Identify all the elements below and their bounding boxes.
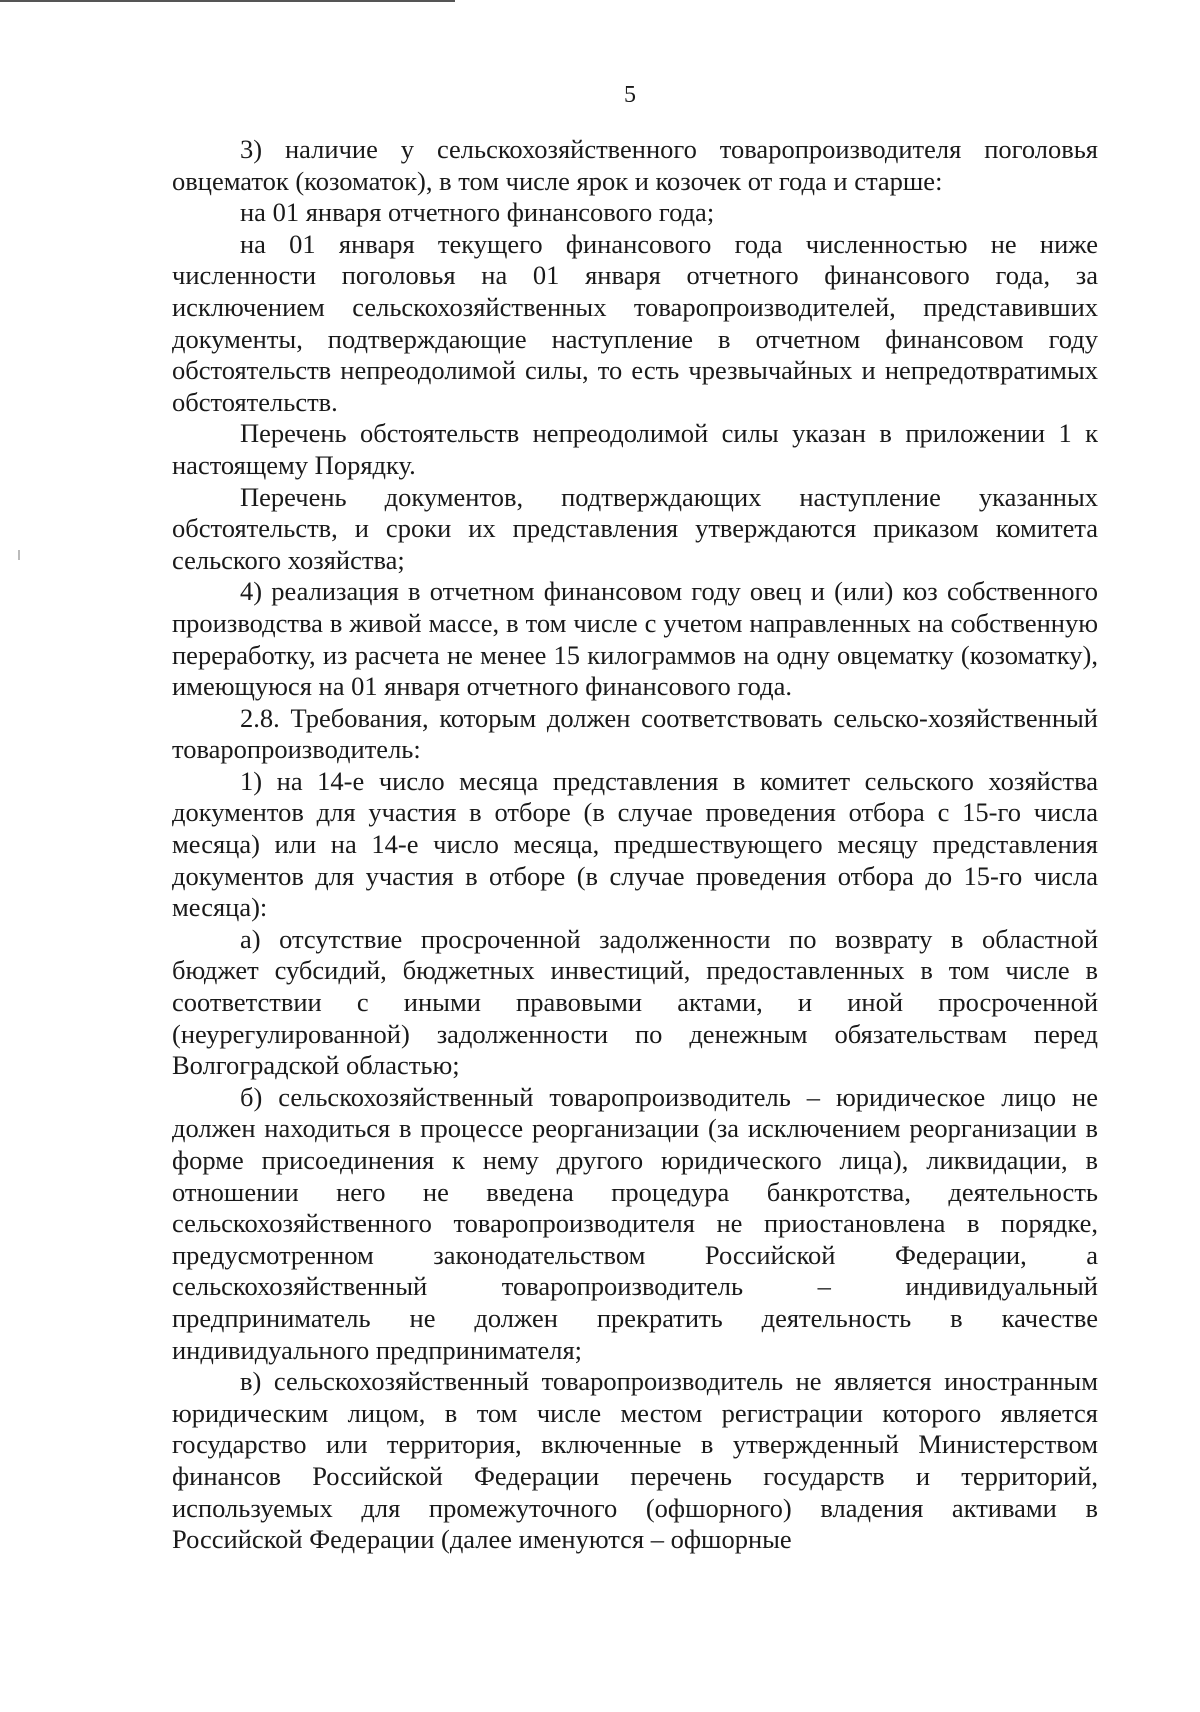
scan-artifact — [18, 550, 20, 560]
paragraph-jan-reporting: на 01 января отчетного финансового года; — [240, 197, 715, 228]
document-body — [172, 134, 1098, 1556]
paragraph-jan-current: на 01 января текущего финансового года численностью не ниже численности поголовья на 01 января отчетного финансового года, за исключением сельскохозяйственных товаропроизводителей, представивших документы, подтверждающие наступление в отчетном финансовом году обстоятельств непреодолимой силы, то есть чрезвычайных и непредотвратимых обстоятельств. — [172, 228, 1098, 417]
paragraph-requirement-v: в) сельскохозяйственный товаропроизводитель не является иностранным юридическим лицом, в том числе местом регистрации которого является государство или территория, включенные в утвержденный Министерством финансов Российской Федерации перечень государств и территорий, используемых для промежуточного (офшорного) владения активами в Российской Федерации (далее именуются – офшорные — [172, 1366, 1098, 1555]
paragraph-item-3: 3) наличие у сельскохозяйственного товаропроизводителя поголовья овцематок (козоматок), в том числе ярок и козочек от года и старше: — [172, 134, 1098, 196]
paragraph-requirement-a: а) отсутствие просроченной задолженности по возврату в областной бюджет субсидий, бюджетных инвестиций, предоставленных в том числе в соответствии с иными правовыми актами, и иной просроченной (неурегулированной) задолженности по денежным обязательствам перед Волгоградской областью; — [172, 923, 1098, 1081]
top-rule — [0, 0, 455, 2]
page-number: 5 — [624, 82, 636, 108]
paragraph-requirement-1: 1) на 14-е число месяца представления в комитет сельского хозяйства документов для участия в отборе (в случае проведения отбора с 15-го числа месяца) или на 14-е число месяца, предшествующего месяцу представления документов для участия в отборе (в случае проведения отбора до 15-го числа месяца): — [172, 765, 1098, 923]
paragraph-requirement-b: б) сельскохозяйственный товаропроизводитель – юридическое лицо не должен находиться в процессе реорганизации (за исключением реорганизации в форме присоединения к нему другого юридического лица), ликвидации, в отношении него не введена процедура банкротства, деятельность сельскохозяйственного товаропроизводителя не приостановлена в порядке, предусмотренном законодательством Российской Федерации, а сельскохозяйственный товаропроизводитель – индивидуальный предприниматель не должен прекратить деятельность в качестве индивидуального предпринимателя; — [172, 1081, 1098, 1365]
paragraph-section-2-8: 2.8. Требования, которым должен соответствовать сельско-хозяйственный товаропроизводитель: — [172, 702, 1098, 765]
paragraph-force-majeure-list: Перечень обстоятельств непреодолимой силы указан в приложении 1 к настоящему Порядку. — [172, 418, 1098, 480]
paragraph-documents-list: Перечень документов, подтверждающих наступление указанных обстоятельств, и сроки их представления утверждаются приказом комитета сельского хозяйства; — [172, 481, 1098, 575]
paragraph-item-4: 4) реализация в отчетном финансовом году овец и (или) коз собственного производства в живой массе, в том числе с учетом направленных на собственную переработку, из расчета не менее 15 килограммов на одну овцематку (козоматку), имеющуюся на 01 января отчетного финансового года. — [172, 576, 1098, 702]
